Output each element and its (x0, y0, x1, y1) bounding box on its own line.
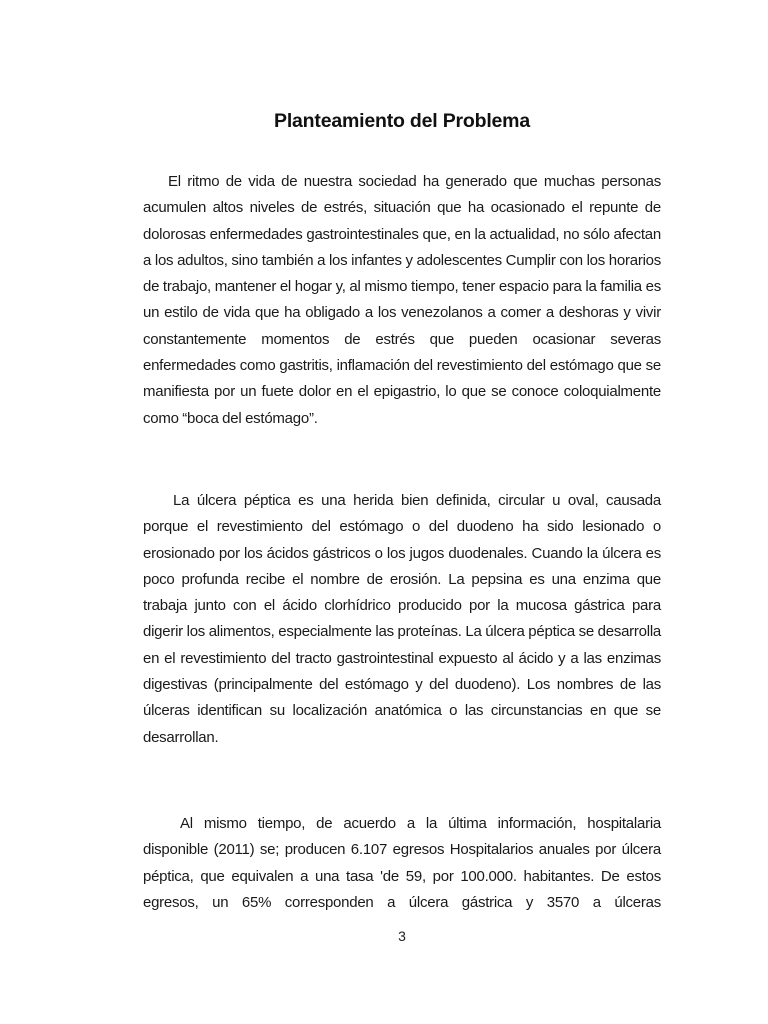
page-number: 3 (398, 928, 406, 944)
paragraph-peptic-ulcer: La úlcera péptica es una herida bien definida, circular u oval, causada porque el revestimiento del estómago o del duodeno ha sido lesionado o erosionado por los ácidos gástricos o los jugos duodenales. Cuando la úlcera es poco profunda recibe el nombre de erosión. La pepsina es una enzima que trabaja junto con el ácido clorhídrico producido por la mucosa gástrica para digerir los alimentos, especialmente las proteínas. La úlcera péptica se desarrolla en el revestimiento del tracto gastrointestinal expuesto al ácido y a las enzimas digestivas (principalmente del estómago y del duodeno). Los nombres de las úlceras identifican su localización anatómica o las circunstancias en que se desarrollan. (143, 492, 661, 746)
page-title: Planteamiento del Problema (274, 110, 530, 132)
paragraph-statistics: Al mismo tiempo, de acuerdo a la última información, hospitalaria disponible (2011) se; producen 6.107 egresos Hospitalarios anuales por úlcera péptica, que equivalen a una tasa 'de 59, por 100.000. habitantes. De estos egresos, un 65% corresponden a úlcera gástrica y 3570 a úlceras (143, 815, 661, 911)
paragraph-stress: El ritmo de vida de nuestra sociedad ha generado que muchas personas acumulen altos niveles de estrés, situación que ha ocasionado el repunte de dolorosas enfermedades gastrointestinales que, en la actualidad, no sólo afectan a los adultos, sino también a los infantes y adolescentes Cumplir con los horarios de trabajo, mantener el hogar y, al mismo tiempo, tener espacio para la familia es un estilo de vida que ha obligado a los venezolanos a comer a deshoras y vivir constantemente momentos de estrés que pueden ocasionar severas enfermedades como gastritis, inflamación del revestimiento del estómago que se manifiesta por un fuete dolor en el epigastrio, lo que se conoce coloquialmente como “boca del estómago”. (143, 173, 661, 427)
